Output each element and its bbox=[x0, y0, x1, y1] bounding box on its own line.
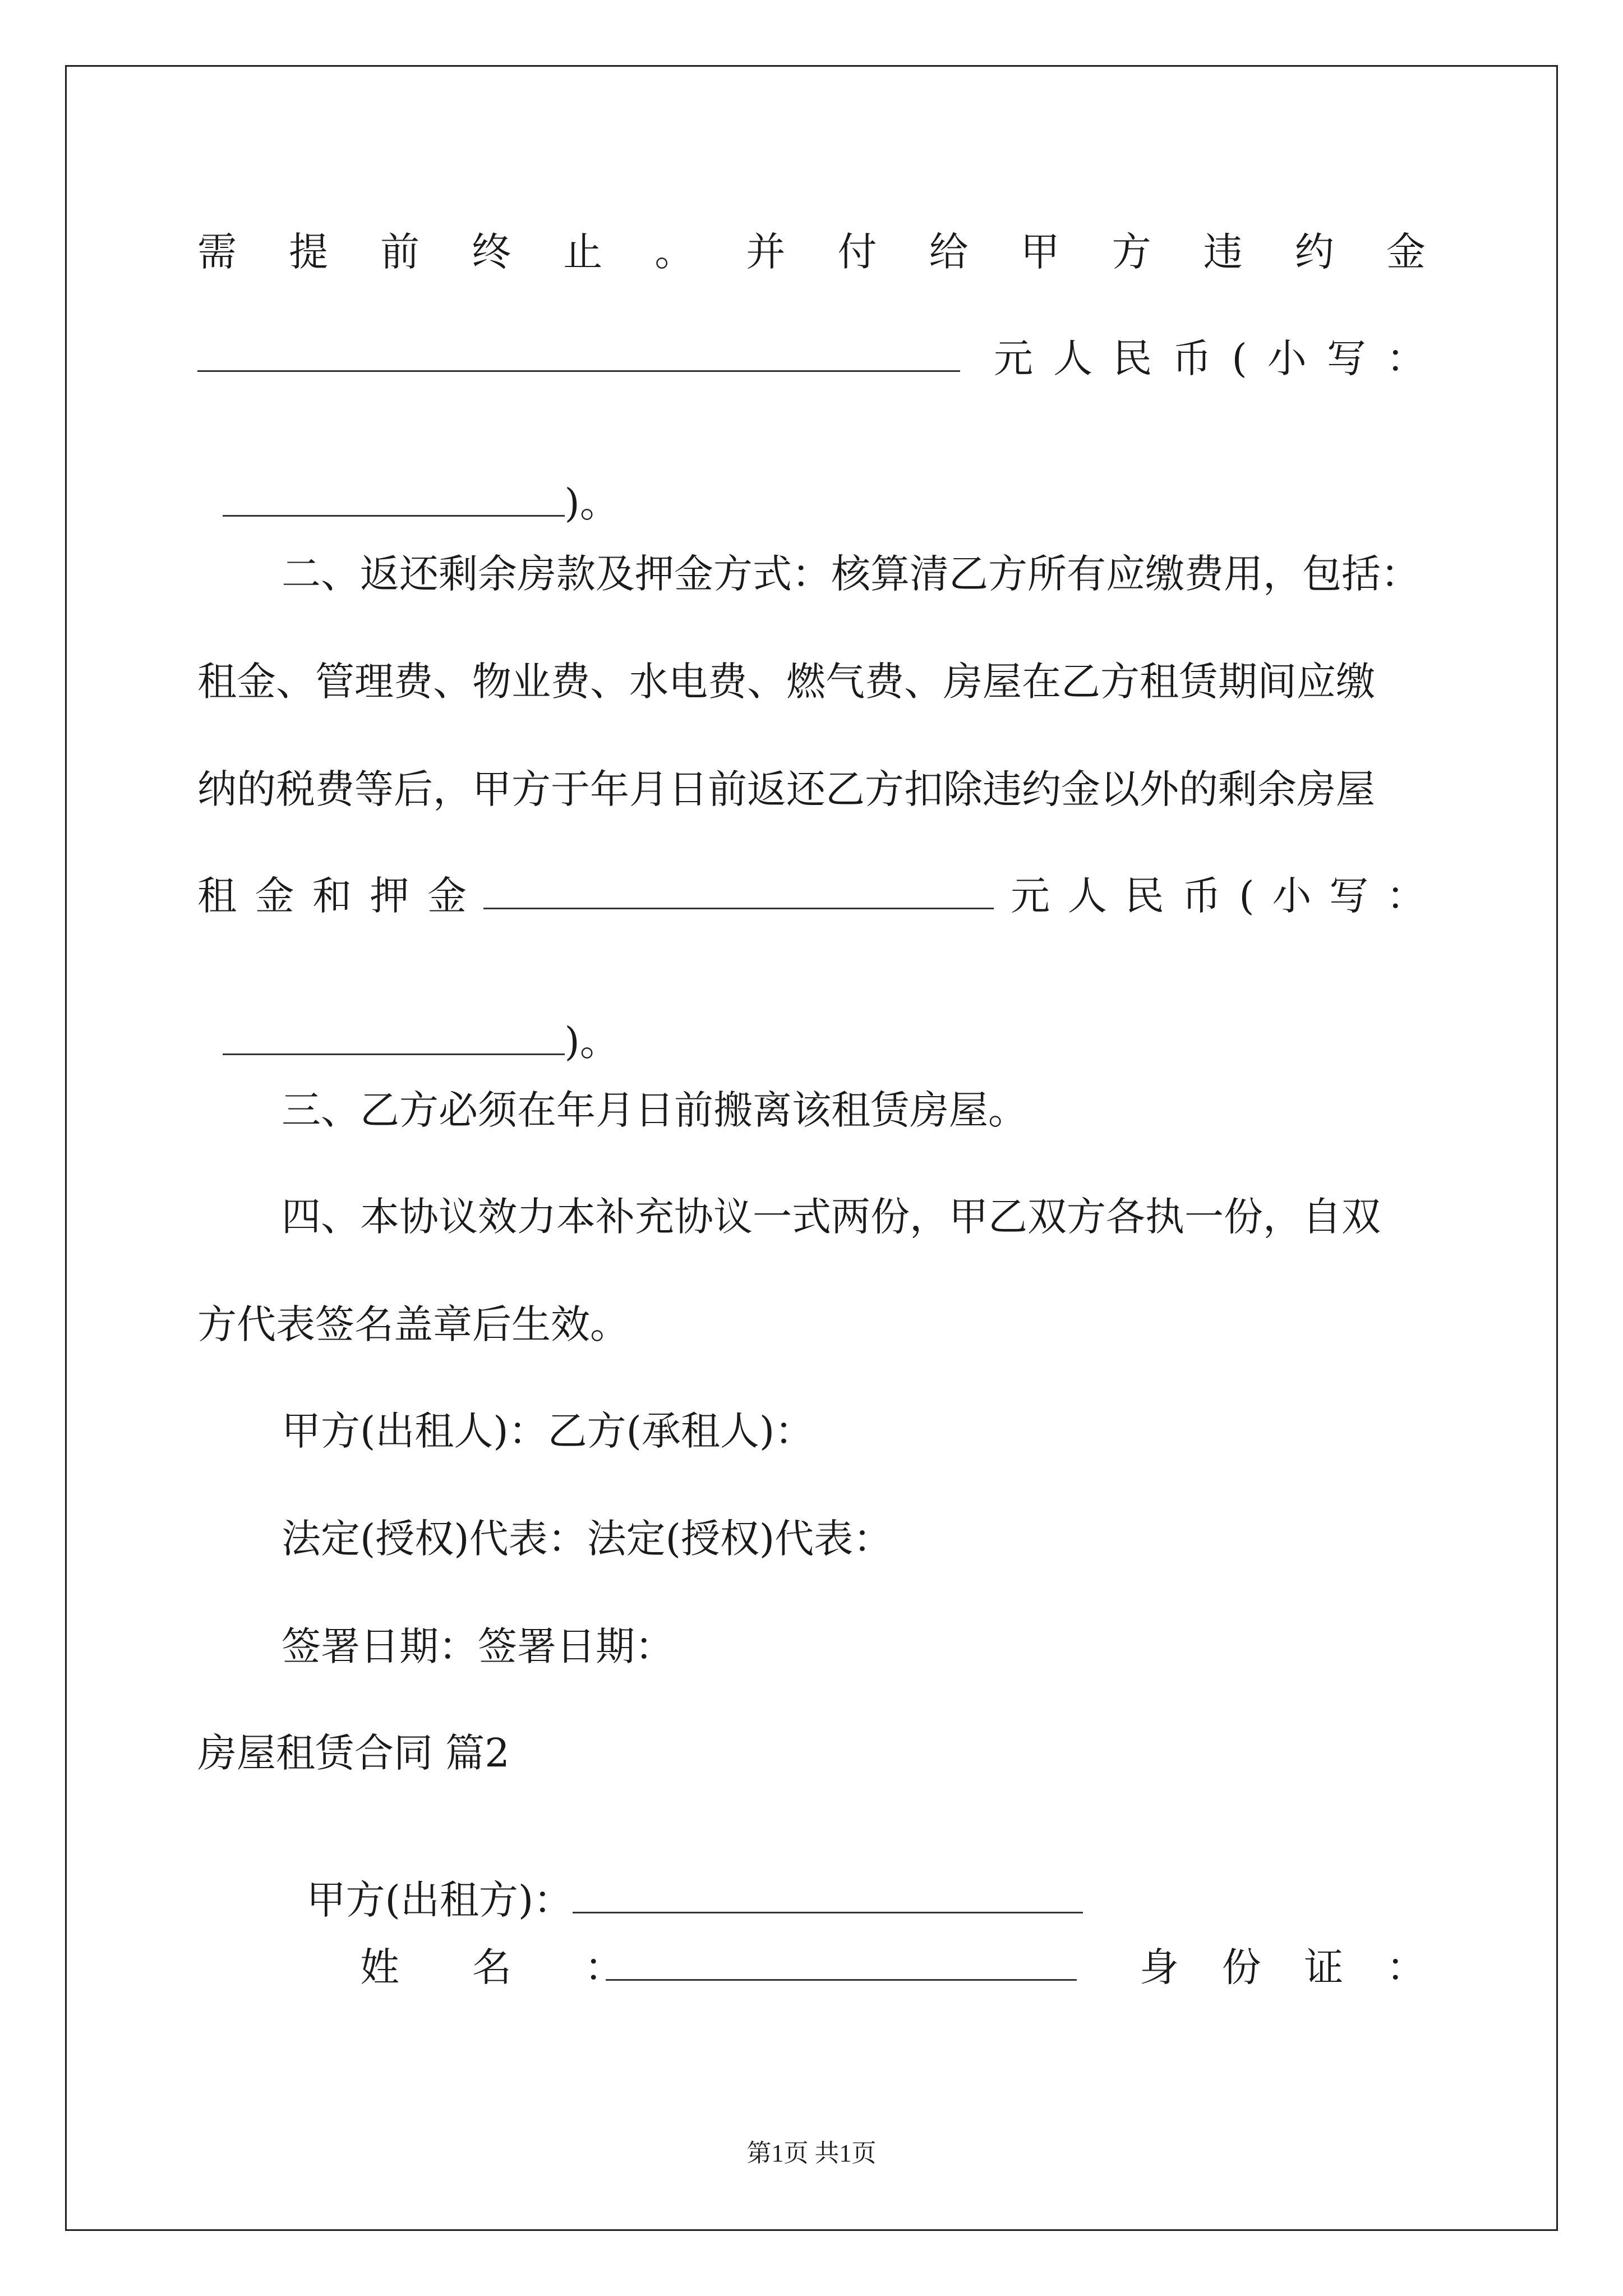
char: 身 bbox=[1140, 1944, 1179, 1990]
char: 金 bbox=[255, 873, 294, 919]
p1-line1 bbox=[197, 229, 1426, 275]
char: 民 bbox=[1113, 335, 1152, 381]
char: 约 bbox=[1294, 229, 1334, 275]
char: 需 bbox=[197, 229, 237, 275]
name-blank bbox=[606, 1948, 1077, 1981]
char: 写 bbox=[1329, 873, 1369, 919]
page-footer: 第1页 共1页 bbox=[746, 2139, 877, 2167]
p2-line4-tail bbox=[1011, 873, 1426, 919]
char: 人 bbox=[1053, 335, 1093, 381]
closing-paren: )。 bbox=[564, 480, 619, 526]
char: 证 bbox=[1304, 1944, 1344, 1990]
char: 小 bbox=[1272, 873, 1312, 919]
sign-representative: 法定(授权)代表：法定(授权)代表： bbox=[282, 1516, 893, 1562]
char: 金 bbox=[427, 873, 467, 919]
char: 提 bbox=[289, 229, 329, 275]
refund-amount-blank bbox=[483, 876, 994, 909]
char: 前 bbox=[380, 229, 420, 275]
penalty-small-blank bbox=[223, 484, 565, 517]
char: 租 bbox=[197, 873, 237, 919]
char: 方 bbox=[1112, 229, 1151, 275]
char: 币 bbox=[1172, 335, 1212, 381]
name-id-line bbox=[197, 1944, 1426, 1993]
p2-line4-head bbox=[197, 873, 467, 919]
char: 押 bbox=[370, 873, 409, 919]
char: 并 bbox=[746, 229, 786, 275]
char: 币 bbox=[1182, 873, 1221, 919]
char: 元 bbox=[1011, 873, 1050, 919]
p4-line1: 四、本协议效力本补充协议一式两份，甲乙双方各执一份，自双 bbox=[282, 1194, 1381, 1240]
penalty-amount-blank bbox=[197, 339, 960, 372]
p4-line2: 方代表签名盖章后生效。 bbox=[197, 1301, 629, 1347]
refund-small-blank bbox=[223, 1022, 565, 1055]
p1-line2 bbox=[197, 335, 1426, 384]
char: 写 bbox=[1326, 335, 1366, 381]
char: 给 bbox=[929, 229, 969, 275]
char: ( bbox=[1232, 335, 1247, 381]
char: ： bbox=[1386, 1944, 1426, 1990]
char: 小 bbox=[1267, 335, 1307, 381]
char: 名 bbox=[472, 1944, 511, 1990]
char: 违 bbox=[1203, 229, 1243, 275]
char: 人 bbox=[1067, 873, 1107, 919]
char: 付 bbox=[837, 229, 877, 275]
char: 民 bbox=[1124, 873, 1164, 919]
char: 金 bbox=[1386, 229, 1426, 275]
lessor-label: 甲方(出租方)： bbox=[306, 1877, 573, 1923]
p1-line3 bbox=[197, 444, 1426, 526]
name-label bbox=[360, 1944, 624, 1990]
char: 元 bbox=[994, 335, 1033, 381]
char: 终 bbox=[472, 229, 511, 275]
sign-date: 签署日期：签署日期： bbox=[282, 1623, 674, 1669]
char: 和 bbox=[312, 873, 352, 919]
closing-paren: )。 bbox=[564, 1019, 619, 1065]
p2-line1: 二、返还剩余房款及押金方式：核算清乙方所有应缴费用，包括： bbox=[282, 551, 1420, 597]
char: 。 bbox=[654, 229, 694, 275]
lessor-line bbox=[282, 1841, 1426, 1923]
p1-line2-tail bbox=[994, 335, 1426, 381]
char: ： bbox=[1386, 873, 1426, 919]
sign-party: 甲方(出租人)：乙方(承租人)： bbox=[282, 1408, 814, 1454]
char: 份 bbox=[1221, 1944, 1261, 1990]
id-label bbox=[1140, 1944, 1426, 1990]
lessor-blank bbox=[573, 1880, 1083, 1913]
p2-line2: 租金、管理费、物业费、水电费、燃气费、房屋在乙方租赁期间应缴 bbox=[197, 659, 1375, 705]
char: ： bbox=[584, 1944, 624, 1990]
p2-line5 bbox=[197, 983, 1426, 1065]
char: 甲 bbox=[1020, 229, 1060, 275]
p2-line4 bbox=[197, 873, 1426, 921]
p2-line3: 纳的税费等后，甲方于年月日前返还乙方扣除违约金以外的剩余房屋 bbox=[197, 766, 1375, 812]
char: ： bbox=[1386, 335, 1426, 381]
p3-line: 三、乙方必须在年月日前搬离该租赁房屋。 bbox=[282, 1087, 1027, 1133]
char: ( bbox=[1239, 873, 1255, 919]
char: 姓 bbox=[360, 1944, 399, 1990]
char: 止 bbox=[563, 229, 603, 275]
section-title: 房屋租赁合同 篇2 bbox=[197, 1730, 510, 1776]
